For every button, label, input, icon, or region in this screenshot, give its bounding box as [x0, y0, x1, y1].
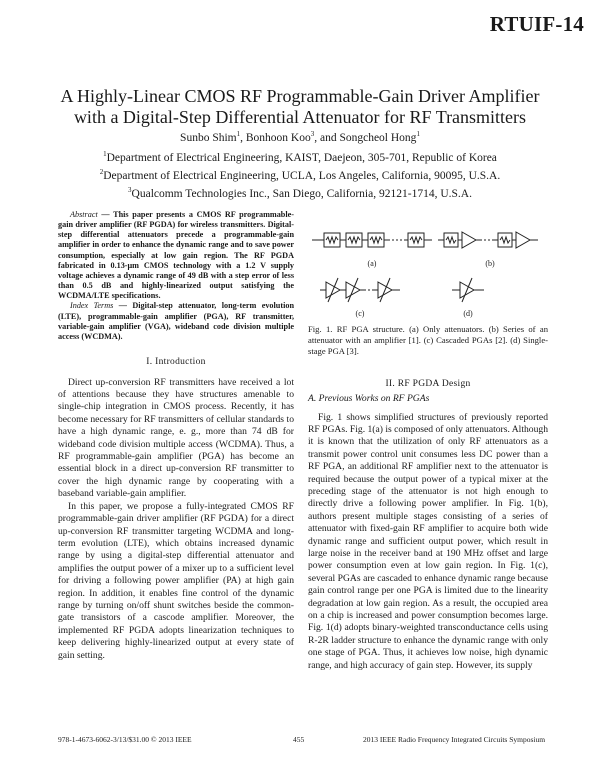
affiliation-text: Department of Electrical Engineering, KAIST, Daejeon, 305-701, Republic of Korea [106, 151, 497, 164]
title-line-2: with a Digital-Step Differential Attenuator for RF Transmitters [73, 107, 527, 127]
title-line-1: A Highly-Linear CMOS RF Programmable-Gain Driver Amplifier [60, 86, 540, 106]
subsection-heading-previous-works: A. Previous Works on RF PGAs [308, 392, 430, 404]
footer-conference: 2013 IEEE Radio Frequency Integrated Circuits Symposium [363, 735, 546, 744]
diagram-c-cascaded-pgas [320, 278, 400, 302]
affiliation-sup: 2 [99, 168, 104, 176]
affiliation-text: Department of Electrical Engineering, UCLA, Los Angeles, California, 90095, U.S.A. [103, 169, 501, 182]
left-column [58, 210, 294, 662]
affiliation [0, 186, 600, 200]
diagram-b-attenuator-amplifier [438, 232, 538, 248]
figure-1-caption: Fig. 1. RF PGA structure. (a) Only attenuators. (b) Series of an attenuator with an amplifier [1]. (c) Cascaded PGAs [2]. (d) Single-stage PGA [3]. [308, 324, 548, 356]
design-paragraph-1: Fig. 1 shows simplified structures of previously reported RF PGAs. Fig. 1(a) is composed of only attenuators. Although it is known that the utilization of only RF attenuators as a transmit power control unit consumes less DC power than a RF PGA, an additional RF amplifier next to the attenuator is required because the output power of a typical mixer at the preceding stage of the attenuator is not high enough to directly drive a following power amplifier. In Fig. 1(b), authors present multiple stages consisting of a series of attenuator with fixed-gain RF amplifier to acquire both wide dynamic range and sufficient output power, which result in large noise in the receiver band at 190 MHz offset and large power consumption even at low gain region. In Fig. 1(c), several PGAs are cascaded to enhance dynamic range because gain control range per one PGA is limited due to the linearity degradation at low gain region. As a result, the occupied area on a chip is increased and power consumption becomes large. Fig. 1(d) adopts binary-weighted transconductance cells using R-2R ladder structure to enhance the dynamic range with only one stage of PGA. Thus, it achieves low noise, high dynamic range, and high accuracy of gain step. However, its supply [308, 411, 548, 671]
affiliation [0, 168, 600, 182]
affiliation-sup: 3 [128, 186, 132, 194]
affiliation-sup: 1 [103, 150, 107, 158]
index-terms-label: Index Terms [70, 301, 114, 311]
abstract-paragraph [58, 210, 294, 301]
affiliation-text: Qualcomm Technologies Inc., San Diego, California, 92121-1714, U.S.A. [131, 187, 472, 200]
paper-title [30, 86, 570, 128]
abstract-text: — This paper presents a CMOS RF programmable-gain driver amplifier (RF PGDA) for wireless transmitters. Digital-step differential attenuators precede a programmable-gain amplifier in order to enhance the dynamic range and to save power consumption, especially at low gain region. The RF PGDA fabricated in 0.13-μm CMOS technology with a 1.2 V supply voltage achieves a dynamic range of 49 dB with a step error of less than 0.5 dB and highly-linearized output satisfying the WCDMA/LTE specifications. [58, 210, 294, 301]
figure-label-c: (c) [355, 309, 365, 318]
footer-copyright: 978-1-4673-6062-3/13/$31.00 © 2013 IEEE [58, 735, 192, 744]
author-sup: 3 [310, 130, 315, 138]
abstract-block [58, 210, 294, 342]
author-list: Sunbo Shim$^1$, Bonhoon Koo$^3$, and Songcheol Hong$^1$ [180, 130, 420, 144]
author-name: Bonhoon Koo [245, 131, 311, 144]
index-terms-paragraph [58, 301, 294, 342]
author-sup: 1 [416, 130, 420, 138]
author-name: Songcheol Hong [339, 131, 417, 144]
abstract-label: Abstract [70, 210, 98, 219]
section-heading-introduction: I. Introduction [146, 357, 206, 368]
index-terms-text: — Digital-step attenuator, long-term evolution (LTE), programmable-gain amplifier (PGA), RF transmitter, variable-gain amplifier (VGA), wideband code division multiple access (WCDMA). [58, 301, 294, 341]
diagram-a-attenuators [312, 233, 432, 247]
figure-label-a: (a) [367, 259, 377, 268]
right-column [308, 324, 548, 672]
intro-paragraph-1: Direct up-conversion RF transmitters have received a lot of attentions because they have structures amenable to single-chip integration in CMOS process. Recently, it has become necessary for RF transmitters of cellular standards to have a high dynamic range, e. g., more than 74 dB for wideband code division multiple access (WCDMA). Thus, a RF programmable-gain amplifier (PGA) has become an essential block in a direct up-conversion RF transmitter to cover the high dynamic range by cooperating with a baseband variable-gain amplifier. [58, 376, 294, 500]
author-sup: 1 [236, 130, 241, 138]
diagram-d-single-pga [452, 278, 484, 302]
paper-id: RTUIF-14 [489, 12, 584, 36]
figure-label-b: (b) [485, 259, 495, 268]
author-name: Sunbo Shim [180, 131, 237, 144]
figure-label-d: (d) [463, 309, 473, 318]
footer-page-number: 455 [293, 735, 305, 744]
section-heading-rf-pgda-design: II. RF PGDA Design [385, 379, 471, 390]
intro-paragraph-2: In this paper, we propose a fully-integrated CMOS RF programmable-gain driver amplifier (RF PGDA) for a direct up-conversion RF transmitter targeting WCDMA and long-term evolution (LTE), which obtains increased dynamic range by using a digital-step differential attenuator and amplifies the output power of a mixer up to a sufficient level for driving a following power amplifier (PA) at high gain region. In addition, it enables fine control of the dynamic range by turning on/off shunt switches beside the common-gate transistors of a cascode amplifier. Moreover, the implemented RF PGDA adopts linearization techniques to keep delivering highly-linearized output at every state of gain setting. [58, 500, 294, 661]
affiliation [0, 150, 600, 164]
figure-1-diagram [308, 222, 548, 322]
